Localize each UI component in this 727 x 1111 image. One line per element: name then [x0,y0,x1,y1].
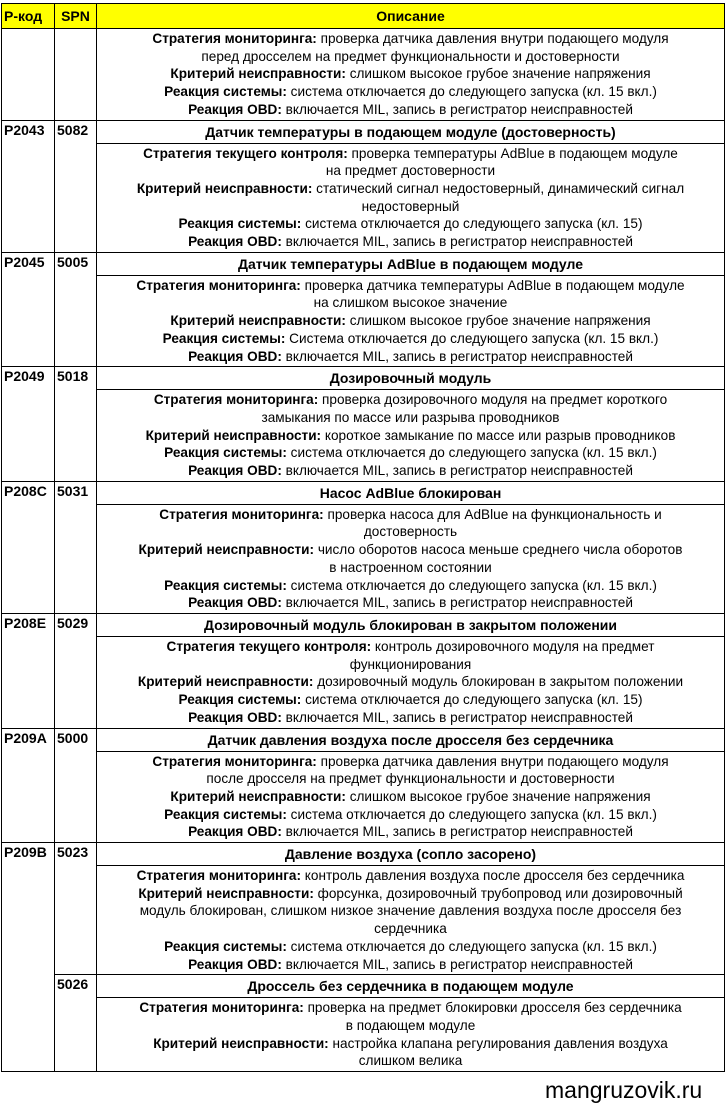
description-line [99,294,722,312]
table-row [2,29,725,121]
description-cell [97,275,725,367]
spn-cell: 5000 [55,728,97,843]
line-text: слишком высокое грубое значение напряжения [345,313,651,329]
description-line [99,638,722,656]
table-row [2,120,725,143]
description-cell [97,751,725,843]
table-row [2,613,725,636]
fault-title: Датчик температуры AdBlue в подающем модуле [97,252,725,275]
pcode-cell: P209B [2,843,55,1072]
line-text: в настроенном состоянии [329,559,492,575]
fault-title: Датчик давления воздуха после дросселя без сердечника [97,728,725,751]
line-label: Критерий неисправности: [170,788,346,804]
spn-cell: 5005 [55,252,97,367]
description-cell [97,866,725,975]
description-line [99,753,722,771]
header-description: Описание [97,4,725,29]
description-line [99,180,722,198]
fault-title: Дозировочный модуль [97,367,725,390]
line-label: Реакция системы: [164,84,287,100]
spn-cell: 5018 [55,367,97,482]
line-text: слишком высокое грубое значение напряжения [345,788,651,804]
pcode-cell: P209A [2,728,55,843]
line-label: Критерий неисправности: [137,674,314,690]
description-line [99,938,722,956]
fault-title: Насос AdBlue блокирован [97,481,725,504]
pcode-cell: P2045 [2,252,55,367]
header-pcode: P-код [2,4,55,29]
description-line [99,1052,722,1070]
line-text: проверка датчика температуры AdBlue в подающем модуле [300,277,685,293]
line-text: включается MIL, запись в регистратор неисправностей [281,463,633,479]
description-line [99,867,722,885]
line-label: Реакция системы: [164,806,287,822]
line-text: система отключается до следующего запуска (кл. 15 вкл.) [286,445,657,461]
spn-cell: 5026 [55,975,97,1072]
description-line [99,506,722,524]
description-line [99,444,722,462]
table-row [2,252,725,275]
table-row [2,367,725,390]
description-line [99,277,722,295]
line-text: включается MIL, запись в регистратор неисправностей [281,234,633,250]
table-row [2,143,725,252]
line-text: система отключается до следующего запуска (кл. 15 вкл.) [286,806,657,822]
line-label: Критерий неисправности: [145,427,322,443]
line-label: Реакция OBD: [188,463,282,479]
description-line [99,956,722,974]
line-label: Реакция OBD: [188,824,282,840]
description-line [99,427,722,445]
description-line [99,523,722,541]
line-label: Реакция OBD: [188,101,282,117]
table-row [2,728,725,751]
description-line [99,691,722,709]
line-text: дозировочный модуль блокирован в закрытом положении [313,674,684,690]
description-line [99,920,722,938]
line-label: Стратегия текущего контроля: [166,638,372,654]
description-line [99,101,722,119]
fault-title: Дозировочный модуль блокирован в закрытом положении [97,613,725,636]
description-cell [97,143,725,252]
table-body [2,29,725,1072]
description-line [99,788,722,806]
description-line [99,215,722,233]
line-text: контроль давления воздуха после дросселя без сердечника [301,868,685,884]
line-label: Стратегия мониторинга: [152,753,317,769]
table-row [2,275,725,367]
line-text: функционирования [349,656,472,672]
line-label: Реакция системы: [162,330,286,346]
line-text: достоверность [363,524,458,540]
table-row [2,504,725,613]
line-text: статический сигнал недостоверный, динамический сигнал [312,180,685,196]
line-text: проверка датчика давления внутри подающего модуля [316,31,669,46]
table-row [2,481,725,504]
line-label: Реакция OBD: [188,234,282,250]
line-label: Стратегия мониторинга: [152,31,317,46]
line-label: Стратегия мониторинга: [139,1000,304,1016]
line-label: Критерий неисправности: [138,542,315,558]
line-text: в подающем модуле [345,1017,476,1033]
description-cell [97,636,725,728]
fault-title: Дроссель без сердечника в подающем модуле [97,975,725,998]
line-text: после дросселя на предмет функциональности и достоверности [206,771,615,787]
fault-code-table [1,3,725,1072]
table-row [2,751,725,843]
description-cell [97,29,725,121]
line-text: слишком высокое грубое значение напряжения [345,66,651,82]
description-cell [97,998,725,1072]
line-text: модуль блокирован, слишком низкое значение давления воздуха после дросселя без [139,903,682,919]
line-label: Стратегия мониторинга: [136,868,302,884]
pcode-cell: P208C [2,481,55,613]
description-line [99,673,722,691]
line-text: включается MIL, запись в регистратор неисправностей [281,709,633,725]
table-row [2,390,725,482]
line-text: включается MIL, запись в регистратор неисправностей [281,824,633,840]
line-text: включается MIL, запись в регистратор неисправностей [281,348,633,364]
line-label: Реакция системы: [164,577,287,593]
line-text: система отключается до следующего запуска (кл. 15) [301,692,643,708]
table-row [2,843,725,866]
line-label: Критерий неисправности: [136,180,313,196]
line-label: Стратегия мониторинга: [153,392,319,408]
description-line [99,999,722,1017]
description-line [99,709,722,727]
description-line [99,656,722,674]
line-text: Система отключается до следующего запуска (кл. 15 вкл.) [285,330,659,346]
line-label: Стратегия мониторинга: [159,506,324,522]
description-line [99,65,722,83]
pcode-cell [2,29,55,121]
line-text: система отключается до следующего запуска (кл. 15 вкл.) [286,577,657,593]
spn-cell: 5031 [55,481,97,613]
line-text: проверка датчика давления внутри подающего модуля [316,753,669,769]
line-label: Стратегия мониторинга: [136,277,301,293]
pcode-cell: P2049 [2,367,55,482]
line-label: Реакция OBD: [188,956,282,972]
line-text: сердечника [374,921,447,937]
line-text: проверка дозировочного модуля на предмет короткого [318,392,668,408]
table-row [2,998,725,1072]
description-line [99,885,722,903]
description-line [99,83,722,101]
line-label: Критерий неисправности: [170,66,346,82]
line-text: замыкания по массе или разрыва проводников [261,409,560,425]
description-line [99,145,722,163]
line-label: Реакция системы: [164,445,287,461]
line-text: включается MIL, запись в регистратор неисправностей [281,595,633,611]
header-row [2,4,725,29]
line-text: контроль дозировочного модуля на предмет [371,638,655,654]
table-row [2,866,725,975]
line-label: Реакция системы: [178,216,302,232]
line-text: настройка клапана регулирования давления воздуха [328,1035,668,1051]
header-spn: SPN [55,4,97,29]
line-text: перед дросселем на предмет функциональности и достоверности [201,48,620,64]
line-text: слишком велика [358,1053,463,1069]
description-line [99,1017,722,1035]
description-line [99,806,722,824]
fault-title: Датчик температуры в подающем модуле (достоверность) [97,120,725,143]
line-label: Реакция OBD: [188,709,282,725]
description-line [99,391,722,409]
fault-title: Давление воздуха (сопло засорено) [97,843,725,866]
description-line [99,902,722,920]
description-line [99,559,722,577]
line-text: система отключается до следующего запуска (кл. 15) [301,216,643,232]
description-line [99,233,722,251]
description-cell [97,504,725,613]
line-text: недостоверный [361,198,460,214]
spn-cell: 5023 [55,843,97,975]
description-line [99,577,722,595]
description-line [99,30,722,48]
description-line [99,48,722,66]
description-line [99,312,722,330]
pcode-cell: P208E [2,613,55,728]
pcode-cell: P2043 [2,120,55,252]
description-line [99,823,722,841]
table-row [2,975,725,998]
line-label: Реакция системы: [164,938,287,954]
line-label: Критерий неисправности: [153,1035,329,1051]
line-label: Стратегия текущего контроля: [143,145,348,161]
line-text: проверка насоса для AdBlue на функциональность и [323,506,662,522]
line-text: система отключается до следующего запуска (кл. 15 вкл.) [286,938,657,954]
line-text: включается MIL, запись в регистратор неисправностей [281,956,633,972]
line-text: короткое замыкание по массе или разрыв проводников [321,427,676,443]
spn-cell [55,29,97,121]
line-label: Реакция системы: [178,692,302,708]
spn-cell: 5029 [55,613,97,728]
description-line [99,330,722,348]
description-line [99,162,722,180]
line-text: включается MIL, запись в регистратор неисправностей [281,101,633,117]
table-row [2,636,725,728]
description-line [99,198,722,216]
spn-cell: 5082 [55,120,97,252]
line-text: система отключается до следующего запуска (кл. 15 вкл.) [286,84,657,100]
line-text: на предмет достоверности [325,163,496,179]
description-line [99,462,722,480]
line-text: число оборотов насоса меньше среднего числа оборотов [314,542,683,558]
description-line [99,409,722,427]
description-line [99,348,722,366]
line-label: Критерий неисправности: [138,885,314,901]
line-label: Критерий неисправности: [170,313,346,329]
line-text: проверка на предмет блокировки дросселя без сердечника [303,1000,682,1016]
line-text: форсунка, дозировочный трубопровод или дозировочный [313,885,683,901]
description-line [99,541,722,559]
description-cell [97,390,725,482]
line-label: Реакция OBD: [188,595,282,611]
description-line [99,1035,722,1053]
watermark: mangruzovik.ru [545,1077,703,1103]
line-label: Реакция OBD: [188,348,282,364]
line-text: на слишком высокое значение [313,295,508,311]
line-text: проверка температуры AdBlue в подающем модуле [347,145,678,161]
description-line [99,770,722,788]
description-line [99,594,722,612]
